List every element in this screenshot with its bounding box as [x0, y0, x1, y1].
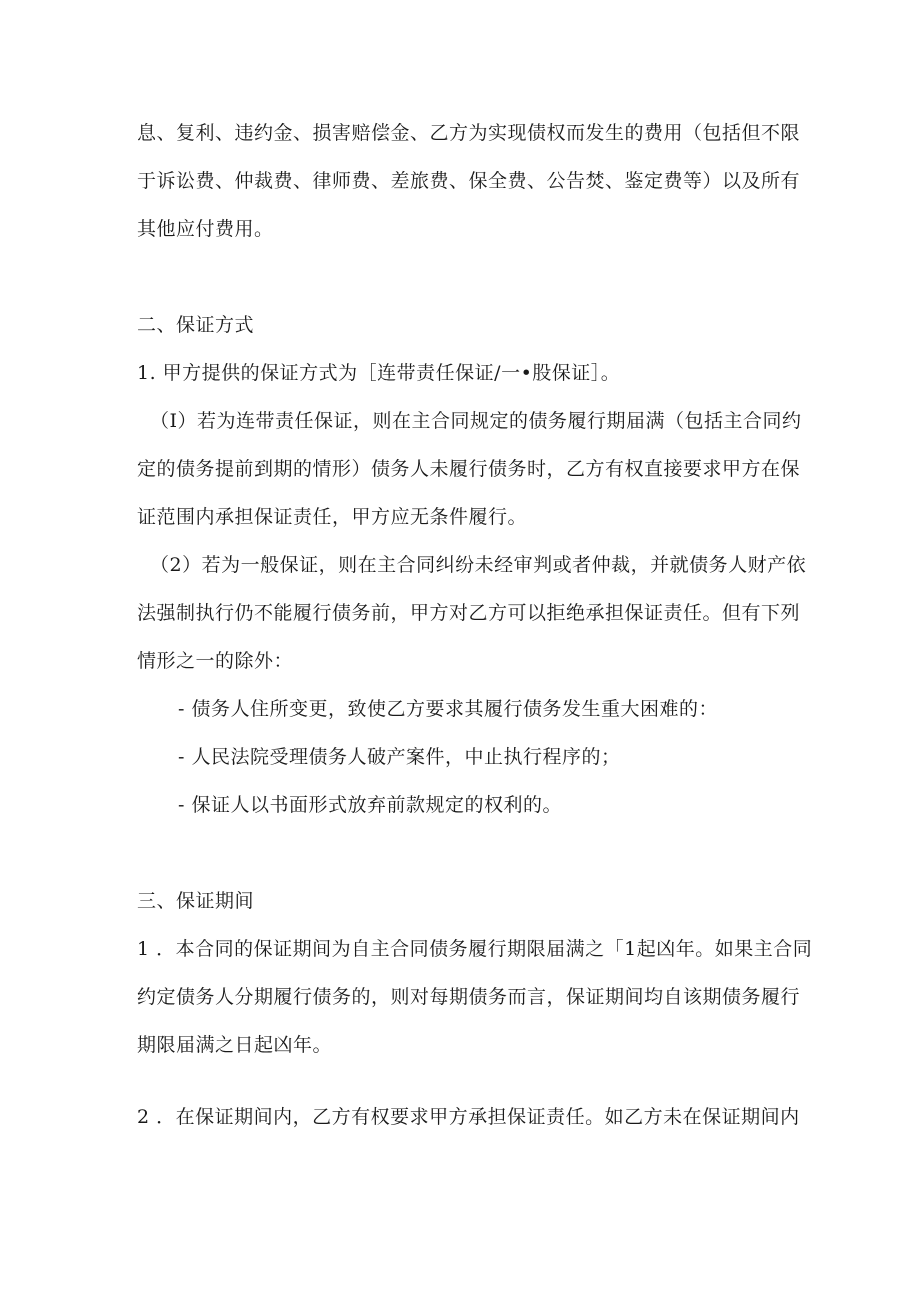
numbered-item-line: 1 ．本合同的保证期间为自主合同债务履行期限届满之「1起凶年。如果主合同 — [137, 938, 813, 960]
paragraph-line: 其他应付费用。 — [137, 218, 274, 240]
sub-item-line: （I）若为连带责任保证，则在主合同规定的债务履行期届满（包括主合同约 — [150, 410, 802, 432]
numbered-item: 2 ．在保证期间内，乙方有权要求甲方承担保证责任。如乙方未在保证期间内 — [137, 1106, 800, 1128]
paragraph-line: 息、复利、违约金、损害赔偿金、乙方为实现债权而发生的费用（包括但不限 — [137, 122, 801, 144]
bullet-item: - 保证人以书面形式放弃前款规定的权利的。 — [178, 794, 562, 816]
sub-item-line: 情形之一的除外： — [137, 650, 294, 672]
bullet-item: - 债务人住所变更，致使乙方要求其履行债务发生重大困难的： — [178, 698, 718, 720]
sub-item-line: 法强制执行仍不能履行债务前，甲方对乙方可以拒绝承担保证责任。但有下列 — [137, 602, 801, 624]
section-heading: 二、保证方式 — [137, 314, 255, 336]
paragraph-line: 于诉讼费、仲裁费、律师费、差旅费、保全费、公告焚、鉴定费等）以及所有 — [137, 170, 801, 192]
sub-item-line: 证范围内承担保证责任，甲方应无条件履行。 — [137, 506, 528, 528]
numbered-item-line: 约定债务人分期履行债务的，则对每期债务而言，保证期间均自该期债务履行 — [137, 986, 801, 1008]
sub-item-line: 定的债务提前到期的情形）债务人未履行债务时，乙方有权直接要求甲方在保 — [137, 458, 801, 480]
bullet-item: - 人民法院受理债务人破产案件，中止执行程序的； — [178, 746, 621, 768]
section-heading: 三、保证期间 — [137, 890, 255, 912]
numbered-item: 1. 甲方提供的保证方式为［连带责任保证/一•股保证］。 — [137, 362, 621, 384]
numbered-item-line: 期限届满之日起凶年。 — [137, 1034, 333, 1056]
sub-item-line: （2）若为一般保证，则在主合同纠纷未经审判或者仲裁，并就债务人财产依 — [150, 554, 807, 576]
